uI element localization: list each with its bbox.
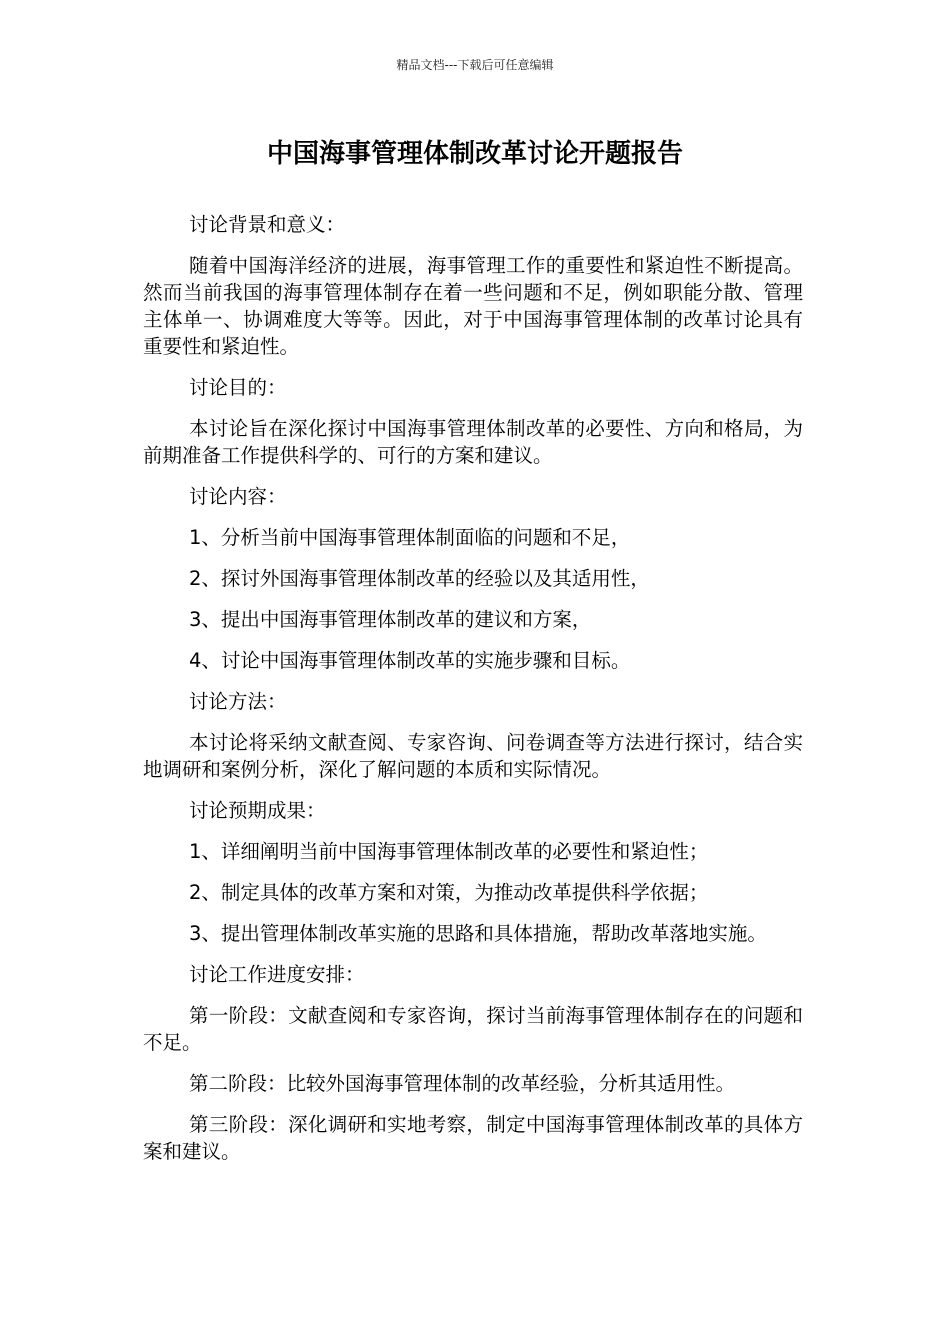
header-note: 精品文档---下载后可任意编辑 <box>396 58 554 72</box>
list-item-content-2: 2、探讨外国海事管理体制改革的经验以及其适用性， <box>189 567 650 590</box>
paragraph-background: 随着中国海洋经济的进展，海事管理工作的重要性和紧迫性不断提高。然而当前我国的海事管理体制存在着一些问题和不足，例如职能分散、管理主体单一、协调难度大等等。因此，对于中国海事管理体制的改革讨论具有重要性和紧迫性。 <box>143 254 803 358</box>
paragraph-method: 本讨论将采纳文献查阅、专家咨询、问卷调查等方法进行探讨，结合实地调研和案例分析，深化了解问题的本质和实际情况。 <box>143 731 803 781</box>
document-body <box>143 211 803 1179</box>
section-heading-purpose: 讨论目的： <box>189 376 287 399</box>
document-title: 中国海事管理体制改革讨论开题报告 <box>266 139 683 169</box>
section-heading-method: 讨论方法： <box>189 690 287 713</box>
section-heading-schedule: 讨论工作进度安排： <box>189 963 365 986</box>
list-item-content-3: 3、提出中国海事管理体制改革的建议和方案， <box>189 608 592 631</box>
paragraph-stage-3: 第三阶段：深化调研和实地考察，制定中国海事管理体制改革的具体方案和建议。 <box>143 1113 803 1163</box>
section-heading-results: 讨论预期成果： <box>189 799 326 822</box>
paragraph-purpose: 本讨论旨在深化探讨中国海事管理体制改革的必要性、方向和格局，为前期准备工作提供科学的、可行的方案和建议。 <box>143 417 803 467</box>
list-item-content-1: 1、分析当前中国海事管理体制面临的问题和不足， <box>189 526 631 549</box>
list-item-results-2: 2、制定具体的改革方案和对策，为推动改革提供科学依据； <box>189 881 709 904</box>
section-heading-background: 讨论背景和意义： <box>189 213 346 236</box>
list-item-results-1: 1、详细阐明当前中国海事管理体制改革的必要性和紧迫性； <box>189 840 709 863</box>
list-item-content-4: 4、讨论中国海事管理体制改革的实施步骤和目标。 <box>189 649 631 672</box>
list-item-results-3: 3、提出管理体制改革实施的思路和具体措施，帮助改革落地实施。 <box>189 922 767 945</box>
paragraph-stage-2: 第二阶段：比较外国海事管理体制的改革经验，分析其适用性。 <box>189 1072 736 1095</box>
paragraph-stage-1: 第一阶段：文献查阅和专家咨询，探讨当前海事管理体制存在的问题和不足。 <box>143 1004 803 1054</box>
section-heading-content: 讨论内容： <box>189 485 287 508</box>
